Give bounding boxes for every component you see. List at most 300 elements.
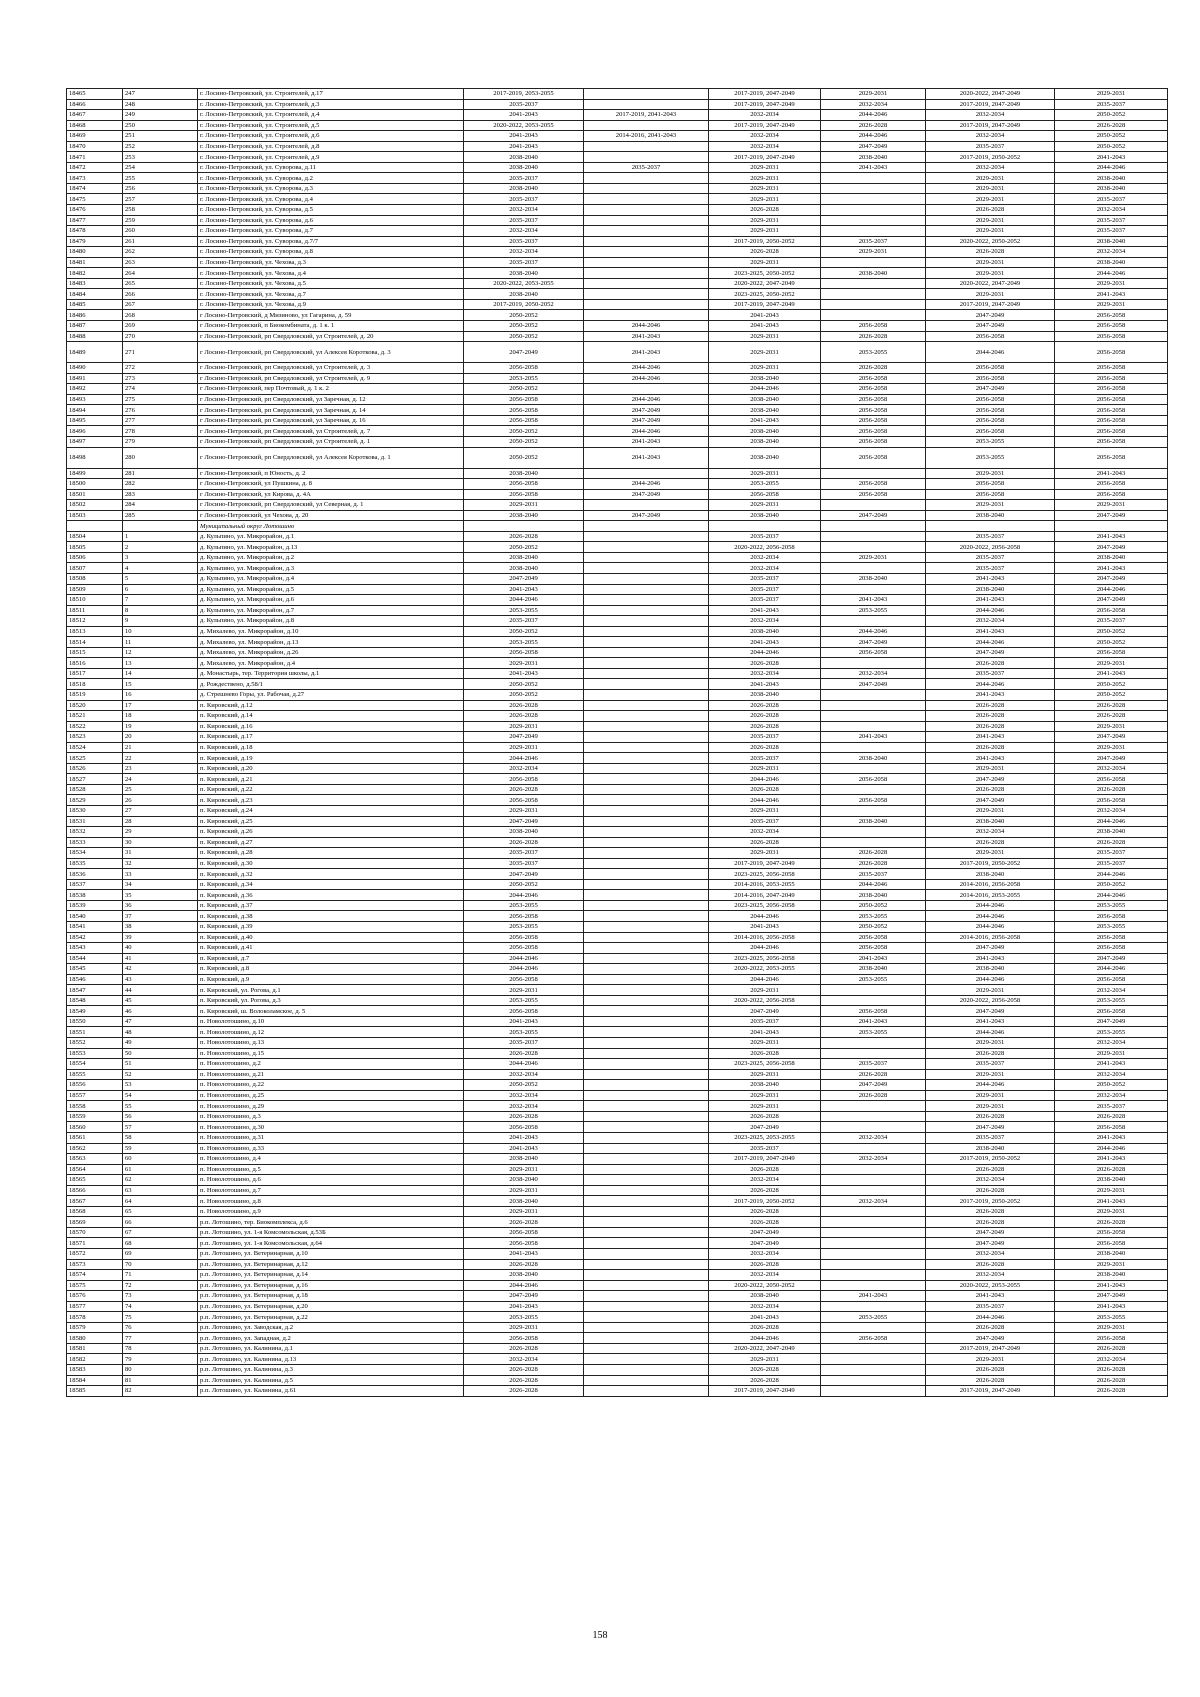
row-number-cell: 278	[123, 426, 198, 437]
period-cell-4: 2056-2058	[821, 489, 926, 500]
period-cell-4: 2026-2028	[821, 120, 926, 131]
period-cell-5: 2032-2034	[926, 162, 1055, 173]
table-row	[67, 1016, 1168, 1027]
row-number-cell: 76	[123, 1322, 198, 1333]
period-cell-1: 2032-2034	[464, 1069, 584, 1080]
table-row	[67, 552, 1168, 563]
period-cell-1: 2044-2046	[464, 753, 584, 764]
period-cell-6: 2044-2046	[1055, 869, 1168, 880]
row-number-cell: 29	[123, 827, 198, 838]
row-number-cell: 58	[123, 1132, 198, 1143]
row-id-cell: 18466	[67, 99, 123, 110]
row-id-cell: 18501	[67, 489, 123, 500]
table-row	[67, 943, 1168, 954]
period-cell-2	[584, 531, 709, 542]
period-cell-5: 2026-2028	[926, 1217, 1055, 1228]
period-cell-4: 2053-2055	[821, 974, 926, 985]
period-cell-3: 2023-2025, 2050-2052	[709, 268, 821, 279]
table-row	[67, 1185, 1168, 1196]
row-number-cell: 21	[123, 742, 198, 753]
period-cell-4: 2026-2028	[821, 1090, 926, 1101]
period-cell-3: 2032-2034	[709, 668, 821, 679]
period-cell-6: 2056-2058	[1055, 974, 1168, 985]
period-cell-2: 2041-2043	[584, 331, 709, 342]
period-cell-5: 2029-2031	[926, 1069, 1055, 1080]
period-cell-3: 2014-2016, 2053-2055	[709, 879, 821, 890]
period-cell-5: 2035-2037	[926, 552, 1055, 563]
table-row	[67, 890, 1168, 901]
period-cell-5: 2056-2058	[926, 394, 1055, 405]
period-cell-6: 2038-2040	[1055, 1175, 1168, 1186]
table-row	[67, 173, 1168, 184]
row-number-cell: 47	[123, 1016, 198, 1027]
row-id-cell: 18571	[67, 1238, 123, 1249]
period-cell-5: 2029-2031	[926, 268, 1055, 279]
period-cell-3: 2029-2031	[709, 1069, 821, 1080]
period-cell-3: 2029-2031	[709, 848, 821, 859]
row-number-cell: 56	[123, 1111, 198, 1122]
period-cell-1: 2041-2043	[464, 584, 584, 595]
address-cell: п. Кировский, д.14	[198, 711, 464, 722]
period-cell-4	[821, 563, 926, 574]
table-row	[67, 479, 1168, 490]
row-number-cell: 18	[123, 711, 198, 722]
period-cell-1: 2041-2043	[464, 1016, 584, 1027]
table-row	[67, 183, 1168, 194]
table-row	[67, 257, 1168, 268]
row-number-cell: 1	[123, 531, 198, 542]
table-row	[67, 563, 1168, 574]
period-cell-2: 2044-2046	[584, 363, 709, 374]
period-cell-6: 2041-2043	[1055, 1196, 1168, 1207]
row-number-cell: 28	[123, 816, 198, 827]
table-row	[67, 1386, 1168, 1397]
period-cell-1: 2026-2028	[464, 1048, 584, 1059]
table-row	[67, 1154, 1168, 1165]
period-cell-5: 2014-2016, 2056-2058	[926, 932, 1055, 943]
period-cell-6: 2035-2037	[1055, 1101, 1168, 1112]
table-row	[67, 595, 1168, 606]
period-cell-4: 2035-2037	[821, 869, 926, 880]
period-cell-6: 2041-2043	[1055, 1301, 1168, 1312]
table-row	[67, 1238, 1168, 1249]
period-cell-5: 2032-2034	[926, 110, 1055, 121]
period-cell-1: 2032-2034	[464, 247, 584, 258]
row-number-cell: 36	[123, 900, 198, 911]
period-cell-4: 2053-2055	[821, 342, 926, 363]
period-cell-3: 2026-2028	[709, 1185, 821, 1196]
address-cell: п. Кировский, д.37	[198, 900, 464, 911]
period-cell-1: 2032-2034	[464, 226, 584, 237]
address-cell: г Лосино-Петровский, п Юность, д. 2	[198, 468, 464, 479]
period-cell-4	[821, 1227, 926, 1238]
period-cell-3: 2047-2049	[709, 1238, 821, 1249]
table-row	[67, 500, 1168, 511]
row-number-cell: 263	[123, 257, 198, 268]
period-cell-1: 2035-2037	[464, 215, 584, 226]
period-cell-6: 2038-2040	[1055, 257, 1168, 268]
row-number-cell: 30	[123, 837, 198, 848]
period-cell-6: 2056-2058	[1055, 911, 1168, 922]
period-cell-4: 2047-2049	[821, 1080, 926, 1091]
address-cell: п. Кировский, д.18	[198, 742, 464, 753]
period-cell-4	[821, 995, 926, 1006]
row-number-cell: 280	[123, 447, 198, 468]
period-cell-1: 2050-2052	[464, 542, 584, 553]
table-row	[67, 626, 1168, 637]
table-row	[67, 131, 1168, 142]
period-cell-6: 2026-2028	[1055, 1343, 1168, 1354]
period-cell-5: 2035-2037	[926, 1301, 1055, 1312]
row-id-cell: 18469	[67, 131, 123, 142]
row-id-cell: 18522	[67, 721, 123, 732]
period-cell-2	[584, 194, 709, 205]
period-cell-1: 2026-2028	[464, 784, 584, 795]
period-cell-1: 2038-2040	[464, 827, 584, 838]
period-cell-1: 2038-2040	[464, 1270, 584, 1281]
period-cell-3: 2026-2028	[709, 711, 821, 722]
period-cell-3: 2038-2040	[709, 436, 821, 447]
row-id-cell: 18467	[67, 110, 123, 121]
row-number-cell: 16	[123, 689, 198, 700]
row-id-cell: 18478	[67, 226, 123, 237]
address-cell: д. Стрешнево Горы, ул. Рабочая, д.27	[198, 689, 464, 700]
period-cell-4: 2044-2046	[821, 626, 926, 637]
period-cell-3: 2026-2028	[709, 1206, 821, 1217]
period-cell-1: 2041-2043	[464, 110, 584, 121]
period-cell-2	[584, 99, 709, 110]
row-number-cell: 60	[123, 1154, 198, 1165]
address-cell: р.п. Лотошино, ул. Ветеринарная, д.18	[198, 1291, 464, 1302]
address-cell: п. Кировский, ш. Волоколамское, д. 5	[198, 1006, 464, 1017]
row-id-cell: 18565	[67, 1175, 123, 1186]
period-cell-4: 2035-2037	[821, 1059, 926, 1070]
period-cell-2	[584, 1343, 709, 1354]
table-row	[67, 1132, 1168, 1143]
table-row	[67, 605, 1168, 616]
table-row	[67, 1122, 1168, 1133]
period-cell-4	[821, 721, 926, 732]
period-cell-3: 2047-2049	[709, 1006, 821, 1017]
period-cell-6: 2044-2046	[1055, 268, 1168, 279]
period-cell-6: 2053-2055	[1055, 900, 1168, 911]
table-row	[67, 89, 1168, 100]
row-id-cell: 18548	[67, 995, 123, 1006]
row-number-cell: 19	[123, 721, 198, 732]
period-cell-1	[464, 521, 584, 532]
period-cell-4: 2056-2058	[821, 426, 926, 437]
row-number-cell: 267	[123, 299, 198, 310]
row-id-cell: 18516	[67, 658, 123, 669]
period-cell-2: 2047-2049	[584, 415, 709, 426]
period-cell-3: 2029-2031	[709, 162, 821, 173]
period-cell-5: 2032-2034	[926, 616, 1055, 627]
address-cell: д. Михалево, ул. Микрорайон, д.4	[198, 658, 464, 669]
address-cell: п. Кировский, д.41	[198, 943, 464, 954]
period-cell-3: 2032-2034	[709, 131, 821, 142]
table-row	[67, 205, 1168, 216]
row-number-cell	[123, 521, 198, 532]
period-cell-1: 2041-2043	[464, 668, 584, 679]
period-cell-6: 2044-2046	[1055, 162, 1168, 173]
address-cell: р.п. Лотошино, ул. Ветеринарная, д.20	[198, 1301, 464, 1312]
address-cell: п. Кировский, д.12	[198, 700, 464, 711]
table-row	[67, 152, 1168, 163]
period-cell-1: 2032-2034	[464, 205, 584, 216]
table-row	[67, 763, 1168, 774]
address-cell: г Лосино-Петровский, рп Свердловский, ул Строителей, д. 3	[198, 363, 464, 374]
row-id-cell: 18503	[67, 510, 123, 521]
period-cell-2	[584, 1206, 709, 1217]
period-cell-1: 2053-2055	[464, 900, 584, 911]
period-cell-4	[821, 1185, 926, 1196]
address-cell: п. Кировский, д.28	[198, 848, 464, 859]
period-cell-1: 2026-2028	[464, 1111, 584, 1122]
housing-repair-schedule-table	[66, 88, 1168, 1397]
period-cell-5: 2047-2049	[926, 310, 1055, 321]
row-number-cell: 13	[123, 658, 198, 669]
period-cell-1: 2056-2058	[464, 1122, 584, 1133]
period-cell-2	[584, 1132, 709, 1143]
row-id-cell: 18527	[67, 774, 123, 785]
period-cell-2	[584, 563, 709, 574]
period-cell-4: 2050-2052	[821, 922, 926, 933]
address-cell: п. Кировский, д.27	[198, 837, 464, 848]
row-number-cell: 64	[123, 1196, 198, 1207]
row-id-cell: 18497	[67, 436, 123, 447]
row-id-cell: 18566	[67, 1185, 123, 1196]
period-cell-5: 2017-2019, 2047-2049	[926, 1386, 1055, 1397]
row-number-cell: 271	[123, 342, 198, 363]
table-row	[67, 236, 1168, 247]
period-cell-5: 2026-2028	[926, 1111, 1055, 1122]
period-cell-1: 2038-2040	[464, 563, 584, 574]
row-id-cell: 18531	[67, 816, 123, 827]
period-cell-5: 2029-2031	[926, 257, 1055, 268]
period-cell-6: 2038-2040	[1055, 173, 1168, 184]
row-number-cell: 53	[123, 1080, 198, 1091]
address-cell: п. Кировский, д.23	[198, 795, 464, 806]
period-cell-4: 2050-2052	[821, 900, 926, 911]
period-cell-6: 2050-2052	[1055, 131, 1168, 142]
period-cell-4	[821, 173, 926, 184]
row-number-cell: 37	[123, 911, 198, 922]
address-cell: п. Новолотошино, д.22	[198, 1080, 464, 1091]
row-id-cell: 18541	[67, 922, 123, 933]
period-cell-3: 2038-2040	[709, 447, 821, 468]
period-cell-1: 2026-2028	[464, 1343, 584, 1354]
address-cell: п. Кировский, д.26	[198, 827, 464, 838]
period-cell-4: 2056-2058	[821, 943, 926, 954]
address-cell: п. Новолотошино, д.25	[198, 1090, 464, 1101]
period-cell-5: 2041-2043	[926, 595, 1055, 606]
row-number-cell: 272	[123, 363, 198, 374]
period-cell-1: 2050-2052	[464, 689, 584, 700]
row-number-cell: 72	[123, 1280, 198, 1291]
period-cell-4: 2056-2058	[821, 394, 926, 405]
table-row	[67, 373, 1168, 384]
period-cell-1: 2047-2049	[464, 869, 584, 880]
period-cell-2	[584, 1227, 709, 1238]
period-cell-1: 2056-2058	[464, 1006, 584, 1017]
period-cell-2	[584, 1164, 709, 1175]
period-cell-2	[584, 1101, 709, 1112]
period-cell-1: 2050-2052	[464, 384, 584, 395]
row-number-cell: 3	[123, 552, 198, 563]
period-cell-2	[584, 1322, 709, 1333]
row-number-cell: 46	[123, 1006, 198, 1017]
period-cell-2	[584, 753, 709, 764]
table-row	[67, 784, 1168, 795]
address-cell: п. Новолотошино, д.30	[198, 1122, 464, 1133]
period-cell-3: 2032-2034	[709, 141, 821, 152]
period-cell-6: 2032-2034	[1055, 1038, 1168, 1049]
period-cell-6: 2050-2052	[1055, 879, 1168, 890]
row-number-cell: 31	[123, 848, 198, 859]
period-cell-5: 2029-2031	[926, 806, 1055, 817]
row-number-cell: 40	[123, 943, 198, 954]
row-number-cell: 7	[123, 595, 198, 606]
row-number-cell: 8	[123, 605, 198, 616]
row-id-cell: 18509	[67, 584, 123, 595]
period-cell-5: 2020-2022, 2047-2049	[926, 89, 1055, 100]
period-cell-1: 2056-2058	[464, 394, 584, 405]
address-cell: п. Кировский, ул. Рогова, д.1	[198, 985, 464, 996]
address-cell: п. Кировский, д.34	[198, 879, 464, 890]
period-cell-6: 2041-2043	[1055, 468, 1168, 479]
period-cell-1: 2050-2052	[464, 679, 584, 690]
row-number-cell: 10	[123, 626, 198, 637]
period-cell-2	[584, 763, 709, 774]
period-cell-1: 2056-2058	[464, 1227, 584, 1238]
row-id-cell: 18544	[67, 953, 123, 964]
period-cell-2	[584, 542, 709, 553]
period-cell-6: 2029-2031	[1055, 1259, 1168, 1270]
table-row	[67, 247, 1168, 258]
period-cell-6: 2026-2028	[1055, 1164, 1168, 1175]
address-cell: г Лосино-Петровский, рп Свердловский, ул Алексея Короткова, д. 1	[198, 447, 464, 468]
period-cell-2	[584, 1270, 709, 1281]
period-cell-2	[584, 721, 709, 732]
address-cell: г Лосино-Петровский, д Мизиново, ул Гагарина, д. 59	[198, 310, 464, 321]
row-id-cell: 18553	[67, 1048, 123, 1059]
period-cell-2	[584, 152, 709, 163]
row-number-cell: 34	[123, 879, 198, 890]
period-cell-6: 2026-2028	[1055, 1217, 1168, 1228]
period-cell-2	[584, 1375, 709, 1386]
period-cell-2	[584, 943, 709, 954]
period-cell-6: 2047-2049	[1055, 510, 1168, 521]
row-number-cell: 277	[123, 415, 198, 426]
period-cell-3: 2023-2025, 2053-2055	[709, 1132, 821, 1143]
period-cell-5: 2035-2037	[926, 668, 1055, 679]
period-cell-5: 2035-2037	[926, 1059, 1055, 1070]
table-row	[67, 1217, 1168, 1228]
period-cell-6: 2029-2031	[1055, 658, 1168, 669]
period-cell-1: 2038-2040	[464, 510, 584, 521]
period-cell-5: 2032-2034	[926, 1270, 1055, 1281]
period-cell-6: 2035-2037	[1055, 858, 1168, 869]
address-cell: г Лосино-Петровский, рп Свердловский, ул Алексея Короткова, д. 3	[198, 342, 464, 363]
address-cell: п. Новолотошино, д.31	[198, 1132, 464, 1143]
period-cell-3: 2023-2025, 2056-2058	[709, 900, 821, 911]
period-cell-4: 2032-2034	[821, 668, 926, 679]
period-cell-4	[821, 784, 926, 795]
period-cell-4	[821, 1301, 926, 1312]
table-row	[67, 721, 1168, 732]
row-id-cell: 18515	[67, 647, 123, 658]
period-cell-5: 2047-2049	[926, 647, 1055, 658]
period-cell-5: 2047-2049	[926, 1006, 1055, 1017]
address-cell: п. Новолотошино, д.9	[198, 1206, 464, 1217]
period-cell-2	[584, 310, 709, 321]
period-cell-5: 2044-2046	[926, 679, 1055, 690]
period-cell-5: 2047-2049	[926, 795, 1055, 806]
period-cell-1: 2047-2049	[464, 816, 584, 827]
table-row	[67, 141, 1168, 152]
period-cell-4: 2041-2043	[821, 1016, 926, 1027]
period-cell-6: 2050-2052	[1055, 141, 1168, 152]
period-cell-2	[584, 1090, 709, 1101]
row-number-cell: 253	[123, 152, 198, 163]
period-cell-3: 2032-2034	[709, 827, 821, 838]
row-id-cell: 18579	[67, 1322, 123, 1333]
period-cell-1: 2038-2040	[464, 152, 584, 163]
period-cell-6: 2047-2049	[1055, 1291, 1168, 1302]
row-number-cell: 62	[123, 1175, 198, 1186]
period-cell-1: 2053-2055	[464, 373, 584, 384]
row-id-cell: 18525	[67, 753, 123, 764]
table-row	[67, 995, 1168, 1006]
row-id-cell: 18521	[67, 711, 123, 722]
period-cell-4: 2053-2055	[821, 1312, 926, 1323]
period-cell-6: 2047-2049	[1055, 595, 1168, 606]
period-cell-2	[584, 911, 709, 922]
period-cell-3: 2026-2028	[709, 1259, 821, 1270]
period-cell-2	[584, 1386, 709, 1397]
period-cell-5: 2026-2028	[926, 1185, 1055, 1196]
period-cell-1: 2041-2043	[464, 1248, 584, 1259]
period-cell-5: 2017-2019, 2050-2052	[926, 1196, 1055, 1207]
period-cell-1: 2029-2031	[464, 806, 584, 817]
period-cell-1: 2029-2031	[464, 500, 584, 511]
period-cell-6: 2050-2052	[1055, 1080, 1168, 1091]
period-cell-6: 2056-2058	[1055, 943, 1168, 954]
table-body	[67, 89, 1168, 1397]
period-cell-2	[584, 848, 709, 859]
period-cell-6: 2056-2058	[1055, 932, 1168, 943]
period-cell-2	[584, 1038, 709, 1049]
row-id-cell: 18533	[67, 837, 123, 848]
period-cell-5: 2017-2019, 2050-2052	[926, 152, 1055, 163]
row-id-cell: 18486	[67, 310, 123, 321]
period-cell-4: 2041-2043	[821, 1291, 926, 1302]
address-cell: г. Лосино-Петровский, ул. Строителей, д.3	[198, 99, 464, 110]
row-id-cell: 18561	[67, 1132, 123, 1143]
period-cell-1: 2026-2028	[464, 837, 584, 848]
period-cell-3: 2017-2019, 2047-2049	[709, 99, 821, 110]
period-cell-3: 2014-2016, 2047-2049	[709, 890, 821, 901]
period-cell-6: 2041-2043	[1055, 1280, 1168, 1291]
period-cell-4: 2041-2043	[821, 162, 926, 173]
period-cell-1: 2050-2052	[464, 626, 584, 637]
period-cell-2	[584, 827, 709, 838]
row-id-cell: 18465	[67, 89, 123, 100]
row-number-cell: 279	[123, 436, 198, 447]
period-cell-4: 2032-2034	[821, 1196, 926, 1207]
period-cell-4: 2038-2040	[821, 816, 926, 827]
period-cell-3: 2017-2019, 2047-2049	[709, 89, 821, 100]
